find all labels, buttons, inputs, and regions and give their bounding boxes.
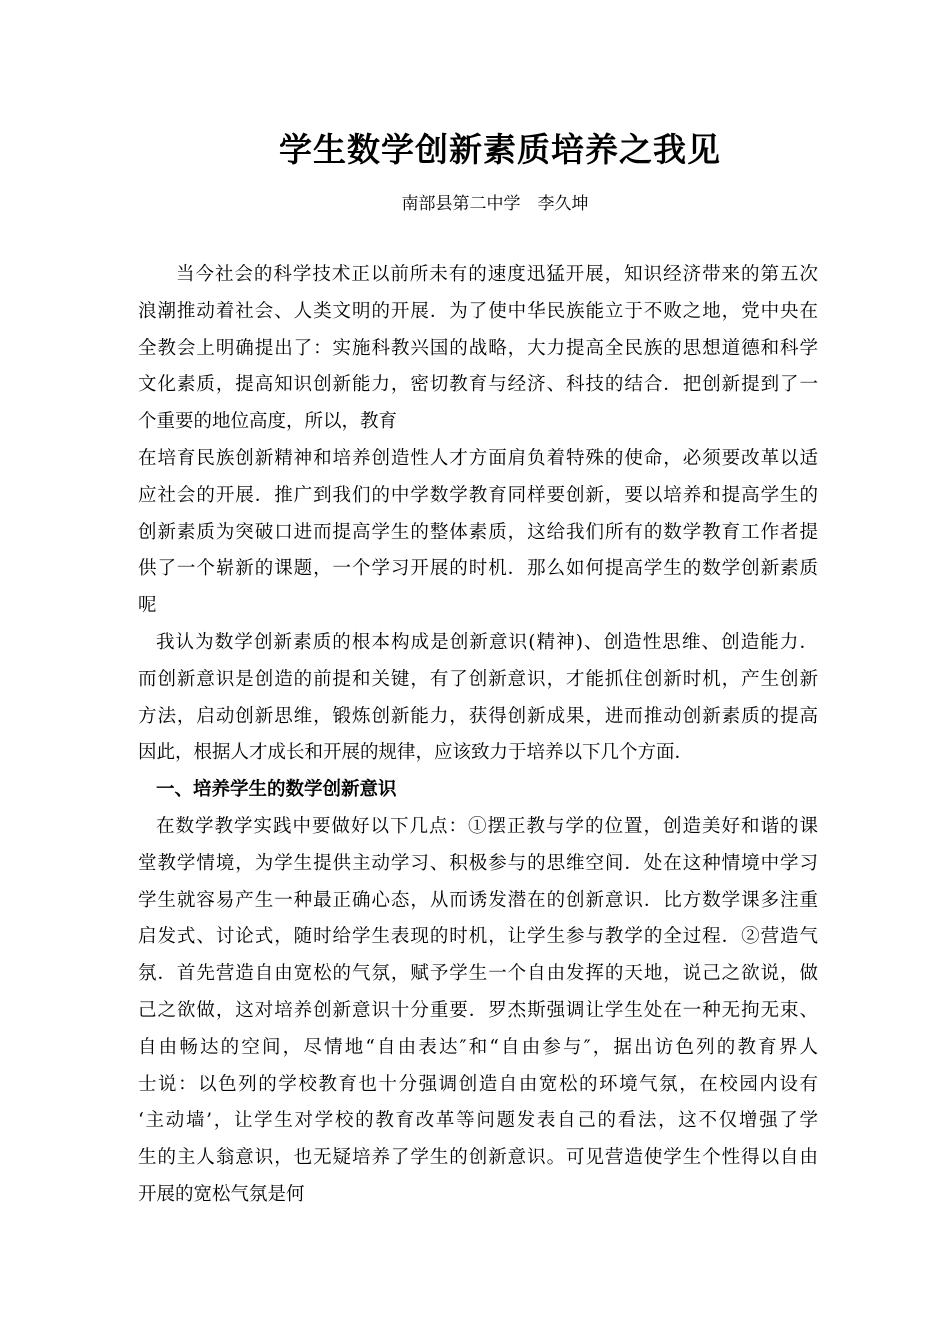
text-line: 而创新意识是创造的前提和关键，有了创新意识，才能抓住创新时机，产生创新 bbox=[138, 668, 818, 690]
text-line: 自由畅达的空间，尽情地“自由表达″和“自由参与″，据出访色列的教育界人 bbox=[138, 1036, 818, 1058]
text-line: 创新素质为突破口进而提高学生的整体素质，这给我们所有的数学教育工作者提 bbox=[138, 521, 818, 543]
paragraph bbox=[138, 441, 818, 625]
text-line: 生的主人翁意识，也无疑培养了学生的创新意识。可见营造使学生个性得以自由 bbox=[138, 1147, 818, 1169]
paragraph bbox=[138, 625, 818, 772]
paragraph bbox=[138, 809, 818, 1214]
text-line: 文化素质，提高知识创新能力，密切教育与经济、科技的结合．把创新提到了一 bbox=[138, 374, 818, 396]
text-line: 启发式、讨论式，随时给学生表现的时机，让学生参与教学的全过程．②营造气 bbox=[138, 926, 818, 948]
text-line: 方法，启动创新思维，锻炼创新能力，获得创新成果，进而推动创新素质的提高 bbox=[138, 705, 818, 727]
text-line: 浪潮推动着社会、人类文明的开展．为了使中华民族能立于不败之地，党中央在 bbox=[138, 300, 818, 322]
text-line: 在培育民族创新精神和培养创造性人才方面肩负着特殊的使命，必须要改革以适 bbox=[138, 447, 818, 469]
section-heading bbox=[138, 772, 818, 809]
text-line: 呢 bbox=[138, 595, 157, 617]
text-line: 我认为数学创新素质的根本构成是创新意识(精神)、创造性思维、创造能力． bbox=[156, 631, 818, 653]
text-line: 一、培养学生的数学创新意识 bbox=[156, 779, 397, 801]
text-line: 己之欲做，这对培养创新意识十分重要．罗杰斯强调让学生处在一种无拘无束、 bbox=[138, 999, 818, 1021]
page-title: 学生数学创新素质培养之我见 bbox=[279, 130, 721, 169]
text-line: 学生就容易产生一种最正确心态，从而诱发潜在的创新意识．比方数学课多注重 bbox=[138, 889, 818, 911]
text-line: 氛．首先营造自由宽松的气氛，赋予学生一个自由发挥的天地，说己之欲说，做 bbox=[138, 963, 818, 985]
text-line: 全教会上明确提出了：实施科教兴国的战略，大力提高全民族的思想道德和科学 bbox=[138, 337, 818, 359]
text-line: 堂教学情境，为学生提供主动学习、积极参与的思维空间．处在这种情境中学习 bbox=[138, 852, 818, 874]
text-line: 在数学教学实践中要做好以下几点：①摆正教与学的位置，创造美好和谐的课 bbox=[156, 815, 818, 837]
text-line: 个重要的地位高度，所以，教育 bbox=[138, 411, 398, 433]
text-line: 当今社会的科学技术正以前所未有的速度迅猛开展，知识经济带来的第五次 bbox=[176, 264, 818, 285]
paragraph bbox=[138, 257, 818, 441]
text-line: 士说：以色列的学校教育也十分强调创造自由宽松的环境气氛，在校园内设有 bbox=[138, 1073, 818, 1095]
author-byline: 南部县第二中学 李久坤 bbox=[401, 194, 589, 214]
document-body bbox=[138, 257, 818, 1214]
text-line: ‘主动墙’，让学生对学校的教育改革等问题发表自己的看法，这不仅增强了学 bbox=[138, 1110, 818, 1132]
text-line: 应社会的开展．推广到我们的中学数学教育同样要创新，要以培养和提高学生的 bbox=[138, 484, 818, 506]
text-line: 因此，根据人才成长和开展的规律，应该致力于培养以下几个方面． bbox=[138, 742, 694, 764]
text-line: 供了一个崭新的课题，一个学习开展的时机．那么如何提高学生的数学创新素质 bbox=[138, 558, 818, 580]
text-line: 开展的宽松气氛是何 bbox=[138, 1183, 305, 1205]
